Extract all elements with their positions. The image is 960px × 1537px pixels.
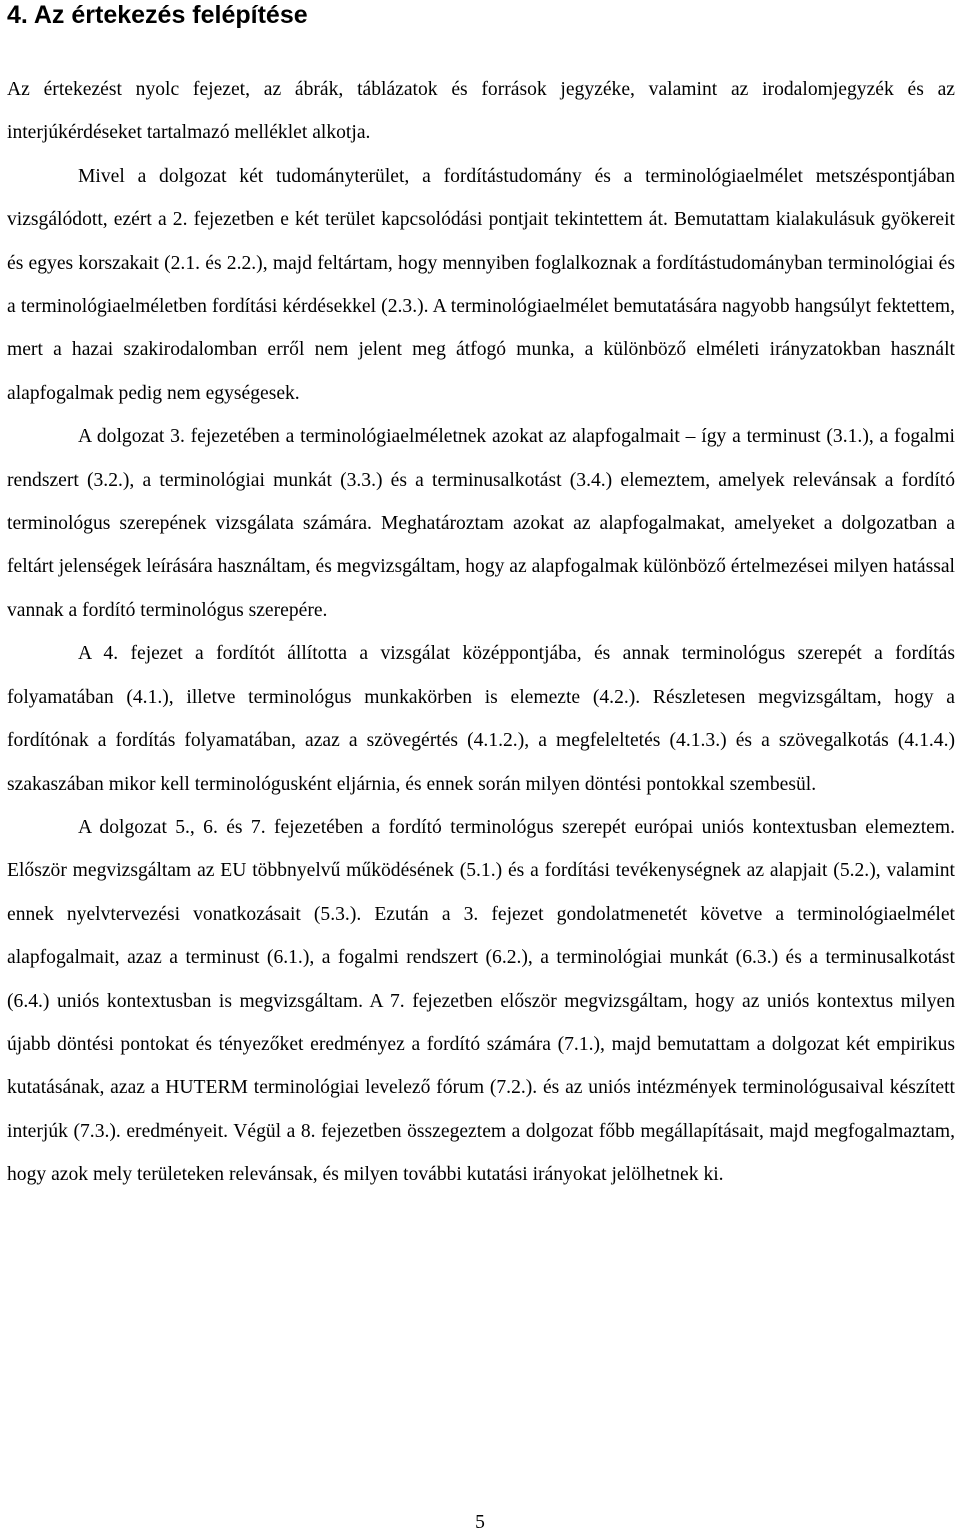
body-text — [7, 68, 955, 1197]
paragraph: Mivel a dolgozat két tudományterület, a fordítástudomány és a terminológiaelmélet metszéspontjában vizsgálódott, ezért a 2. fejezetben e két terület kapcsolódási pontjait tekintettem át. Bemutattam kialakulásuk gyökereit és egyes korszakait (2.1. és 2.2.), majd feltártam, hogy mennyiben foglalkoznak a fordítástudományban terminológiai és a terminológiaelméletben fordítási kérdésekkel (2.3.). A terminológiaelmélet bemutatására nagyobb hangsúlyt fektettem, mert a hazai szakirodalomban erről nem jelent meg átfogó munka, a különböző elméleti irányzatokban használt alapfogalmak pedig nem egységesek. — [7, 165, 955, 404]
page-number: 5 — [475, 1512, 485, 1533]
paragraph: A dolgozat 5., 6. és 7. fejezetében a fordító terminológus szerepét európai uniós kontextusban elemeztem. Először megvizsgáltam az EU többnyelvű működésének (5.1.) és a fordítási tevékenységnek az alapjait (5.2.), valamint ennek nyelvtervezési vonatkozásait (5.3.). Ezután a 3. fejezet gondolatmenetét követve a terminológiaelmélet alapfogalmait, azaz a terminust (6.1.), a fogalmi rendszert (6.2.), a terminológiai munkát (6.3.) és a terminusalkotást (6.4.) uniós kontextusban is megvizsgáltam. A 7. fejezetben először megvizsgáltam, hogy az uniós kontextus milyen újabb döntési pontokat és tényezőket eredményez a fordító számára (7.1.), majd bemutattam a dolgozat két empirikus kutatásának, azaz a HUTERM terminológiai levelező fórum (7.2.). és az uniós intézmények terminológusaival készített interjúk (7.3.). eredményeit. Végül a 8. fejezetben összegeztem a dolgozat főbb megállapításait, majd megfogalmaztam, hogy azok mely területeken relevánsak, és milyen további kutatási irányokat jelölhetnek ki. — [7, 816, 955, 1186]
paragraph: A dolgozat 3. fejezetében a terminológiaelméletnek azokat az alapfogalmait – így a terminust (3.1.), a fogalmi rendszert (3.2.), a terminológiai munkát (3.3.) és a terminusalkotást (3.4.) elemeztem, amelyek relevánsak a fordító terminológus szerepének vizsgálata számára. Meghatároztam azokat az alapfogalmakat, amelyeket a dolgozatban a feltárt jelenségek leírására használtam, és megvizsgáltam, hogy az alapfogalmak különböző értelmezései milyen hatással vannak a fordító terminológus szerepére. — [7, 426, 955, 621]
paragraph: Az értekezést nyolc fejezet, az ábrák, táblázatok és források jegyzéke, valamint az irodalomjegyzék és az interjúkérdéseket tartalmazó melléklet alkotja. — [7, 79, 955, 144]
paragraph: A 4. fejezet a fordítót állította a vizsgálat középpontjába, és annak terminológus szerepét a fordítás folyamatában (4.1.), illetve terminológus munkakörben is elemezte (4.2.). Részletesen megvizsgáltam, hogy a fordítónak a fordítás folyamatában, azaz a szövegértés (4.1.2.), a megfeleltetés (4.1.3.) és a szövegalkotás (4.1.4.) szakaszában mikor kell terminológusként eljárnia, és ennek során milyen döntési pontokkal szembesül. — [7, 643, 955, 795]
section-heading: 4. Az értekezés felépítése — [7, 1, 308, 29]
